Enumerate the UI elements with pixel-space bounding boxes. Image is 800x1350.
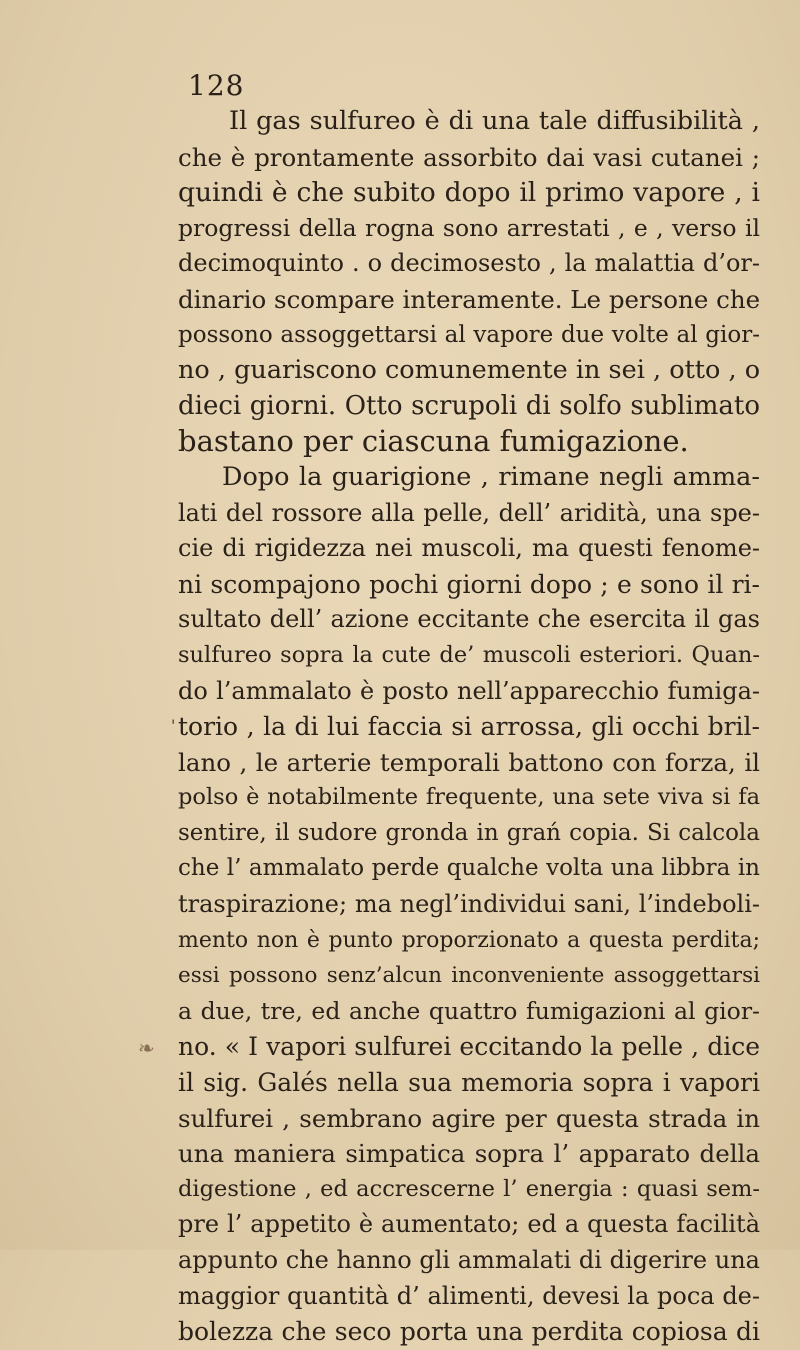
text-line: no , guariscono comunemente in sei , otto , o bbox=[178, 355, 761, 386]
text-line: il sig. Galés nella sua memoria sopra i vapori bbox=[178, 1068, 760, 1098]
text-line: torio , la di lui faccia si arrossa, gli occhi bril- bbox=[178, 712, 760, 742]
text-line: dinario scompare interamente. Le persone che bbox=[178, 284, 761, 314]
text-line: quindi è che subito dopo il primo vapore , i bbox=[178, 177, 760, 209]
text-line: decimoquinto . o decimosesto , la malattia d’or- bbox=[178, 249, 760, 278]
text-line: polso è notabilmente frequente, una sete viva si fa bbox=[178, 784, 760, 811]
text-line: a due, tre, ed anche quattro fumigazioni al gior- bbox=[178, 996, 760, 1025]
text-line: bastano per ciascuna fumigazione. bbox=[178, 424, 689, 459]
text-line: cie di rigidezza nei muscoli, ma questi fenome- bbox=[178, 534, 760, 563]
text-line: maggior quantità d’ alimenti, devesi la poca de- bbox=[178, 1281, 760, 1310]
margin-tick-mark: ' bbox=[171, 716, 176, 735]
text-line: una maniera simpatica sopra l’ apparato della bbox=[178, 1139, 760, 1169]
text-line: appunto che hanno gli ammalati di digerire una bbox=[178, 1246, 760, 1274]
page-number: 128 bbox=[188, 69, 245, 102]
text-line: che è prontamente assorbito dai vasi cutanei ; bbox=[178, 142, 760, 172]
text-line: che l’ ammalato perde qualche volta una libbra in bbox=[178, 855, 760, 882]
text-line: essi possono senz’alcun inconveniente assoggettarsi bbox=[178, 963, 760, 989]
text-line: sentire, il sudore gronda in grań copia. Si calcola bbox=[178, 819, 760, 846]
text-line: sulfurei , sembrano agire per questa strada in bbox=[178, 1103, 760, 1133]
text-line: sulfureo sopra la cute de’ muscoli esteriori. Quan- bbox=[178, 641, 760, 668]
text-line: lati del rossore alla pelle, dell’ aridità, una spe- bbox=[178, 498, 760, 527]
text-line: traspirazione; ma negl’individui sani, l’indeboli- bbox=[178, 890, 760, 919]
text-line: Il gas sulfureo è di una tale diffusibilità , bbox=[229, 106, 760, 136]
text-line: possono assoggettarsi al vapore due volte al gior- bbox=[178, 321, 760, 348]
body-text bbox=[178, 104, 760, 1350]
text-line: do l’ammalato è posto nell’apparecchio fumiga- bbox=[178, 676, 760, 705]
text-line: Dopo la guarigione , rimane negli amma- bbox=[222, 461, 760, 492]
text-line: progressi della rogna sono arrestati , e , verso il bbox=[178, 213, 760, 242]
text-line: digestione , ed accrescerne l’ energia : quasi sem- bbox=[178, 1175, 760, 1202]
text-line: lano , le arterie temporali battono con forza, il bbox=[178, 747, 760, 777]
text-line: sultato dell’ azione eccitante che esercita il gas bbox=[178, 605, 760, 634]
text-line: no. « I vapori sulfurei eccitando la pelle , dice bbox=[178, 1032, 760, 1062]
text-line: dieci giorni. Otto scrupoli di solfo sublimato bbox=[178, 390, 760, 421]
text-line: pre l’ appetito è aumentato; ed a questa facilità bbox=[178, 1210, 760, 1239]
text-line: bolezza che seco porta una perdita copiosa di bbox=[178, 1317, 760, 1347]
text-line: ni scompajono pochi giorni dopo ; e sono il ri- bbox=[178, 569, 760, 599]
text-line: mento non è punto proporzionato a questa perdita; bbox=[178, 927, 760, 953]
margin-ornament-icon: ❧ bbox=[138, 1036, 155, 1060]
